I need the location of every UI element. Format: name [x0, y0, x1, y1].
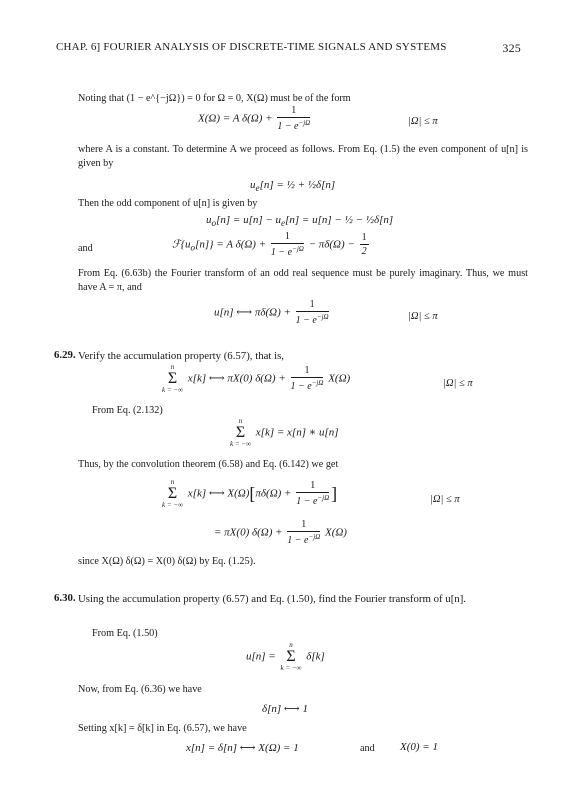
- problem-statement: Using the accumulation property (6.57) and Eq. (1.50), find the Fourier transform of u[n].: [78, 593, 466, 605]
- equation-condition: |Ω| ≤ π: [443, 378, 473, 389]
- equation-odd-component: $u_o[n] = u[n] - u_e[n] = u[n]$ − ½ − ½δ[n]: [206, 214, 394, 229]
- equation-impulse-transform: δ[n] ⟷ 1: [262, 703, 308, 715]
- label-and: and: [360, 743, 375, 754]
- equation-condition: |Ω| ≤ π: [430, 494, 460, 505]
- equation-accumulation: n Σ k = −∞ x[k] ⟷ πX(0) δ(Ω) + $\frac{1}{1 - e^{-j\Omega}}$ X(Ω): [162, 363, 351, 394]
- equation-even-component: $u_e[n]$ = ½ + ½δ[n]: [250, 179, 336, 194]
- problem-number: 6.29.: [54, 349, 76, 361]
- paragraph: Then the odd component of u[n] is given by: [78, 198, 258, 209]
- paragraph: since X(Ω) δ(Ω) = X(0) δ(Ω) by Eq. (1.25).: [78, 556, 256, 567]
- equation-unit-step-transform: u[n] ⟷ πδ(Ω) + $\frac{1}{1 - e^{-j\Omega}}$: [214, 299, 329, 326]
- equation-unit-step-sum: u[n] = n Σ k = −∞ δ[k]: [246, 641, 325, 672]
- paragraph: Noting that (1 − e^{−jΩ}) = 0 for Ω = 0, X(Ω) must be of the form: [78, 93, 351, 104]
- paragraph: From Eq. (1.50): [92, 628, 158, 639]
- paragraph: From Eq. (2.132): [92, 405, 163, 416]
- equation-fourier-odd: $ℱ\{u_o[n]\} = A$ δ(Ω) + $\frac{1}{1 - e^{-j\Omega}}$ − πδ(Ω) − $\frac{1}{2}$: [172, 231, 367, 258]
- equation-result: = πX(0) δ(Ω) + $\frac{1}{1 - e^{-j\Omega}}$ X(Ω): [214, 519, 347, 546]
- problem-number: 6.30.: [54, 592, 76, 604]
- paragraph: where A is a constant. To determine A we proceed as follows. From Eq. (1.5) the even component of u[n] is given by: [78, 144, 528, 169]
- equation-setting: x[n] = δ[n] ⟷ X(Ω) = 1: [186, 742, 299, 754]
- equation-condition: |Ω| ≤ π: [408, 116, 438, 127]
- paragraph: Thus, by the convolution theorem (6.58) and Eq. (6.142) we get: [78, 459, 339, 470]
- equation-form: X(Ω) = A δ(Ω) + $\frac{1}{1 - e^{-j\Omega}}$: [198, 105, 311, 132]
- running-header: CHAP. 6] FOURIER ANALYSIS OF DISCRETE-TIME SIGNALS AND SYSTEMS: [56, 41, 447, 53]
- paragraph: Now, from Eq. (6.36) we have: [78, 684, 202, 695]
- problem-statement: Verify the accumulation property (6.57), that is,: [78, 350, 284, 362]
- equation-x0: X(0) = 1: [400, 741, 438, 753]
- equation-convolution-theorem: n Σ k = −∞ x[k] ⟷ X(Ω)[πδ(Ω) + $\frac{1}{1 - e^{-j\Omega}}$ ]: [162, 478, 338, 509]
- equation-convolution-sum: n Σ k = −∞ x[k] = x[n] ∗ u[n]: [230, 417, 339, 448]
- paragraph: From Eq. (6.63b) the Fourier transform of an odd real sequence must be purely imaginary. Thus, we must have A = π, and: [78, 268, 528, 293]
- paragraph: Setting x[k] = δ[k] in Eq. (6.57), we have: [78, 723, 247, 734]
- label-and: and: [78, 243, 93, 254]
- page-number: 325: [502, 41, 521, 55]
- equation-condition: |Ω| ≤ π: [408, 311, 438, 322]
